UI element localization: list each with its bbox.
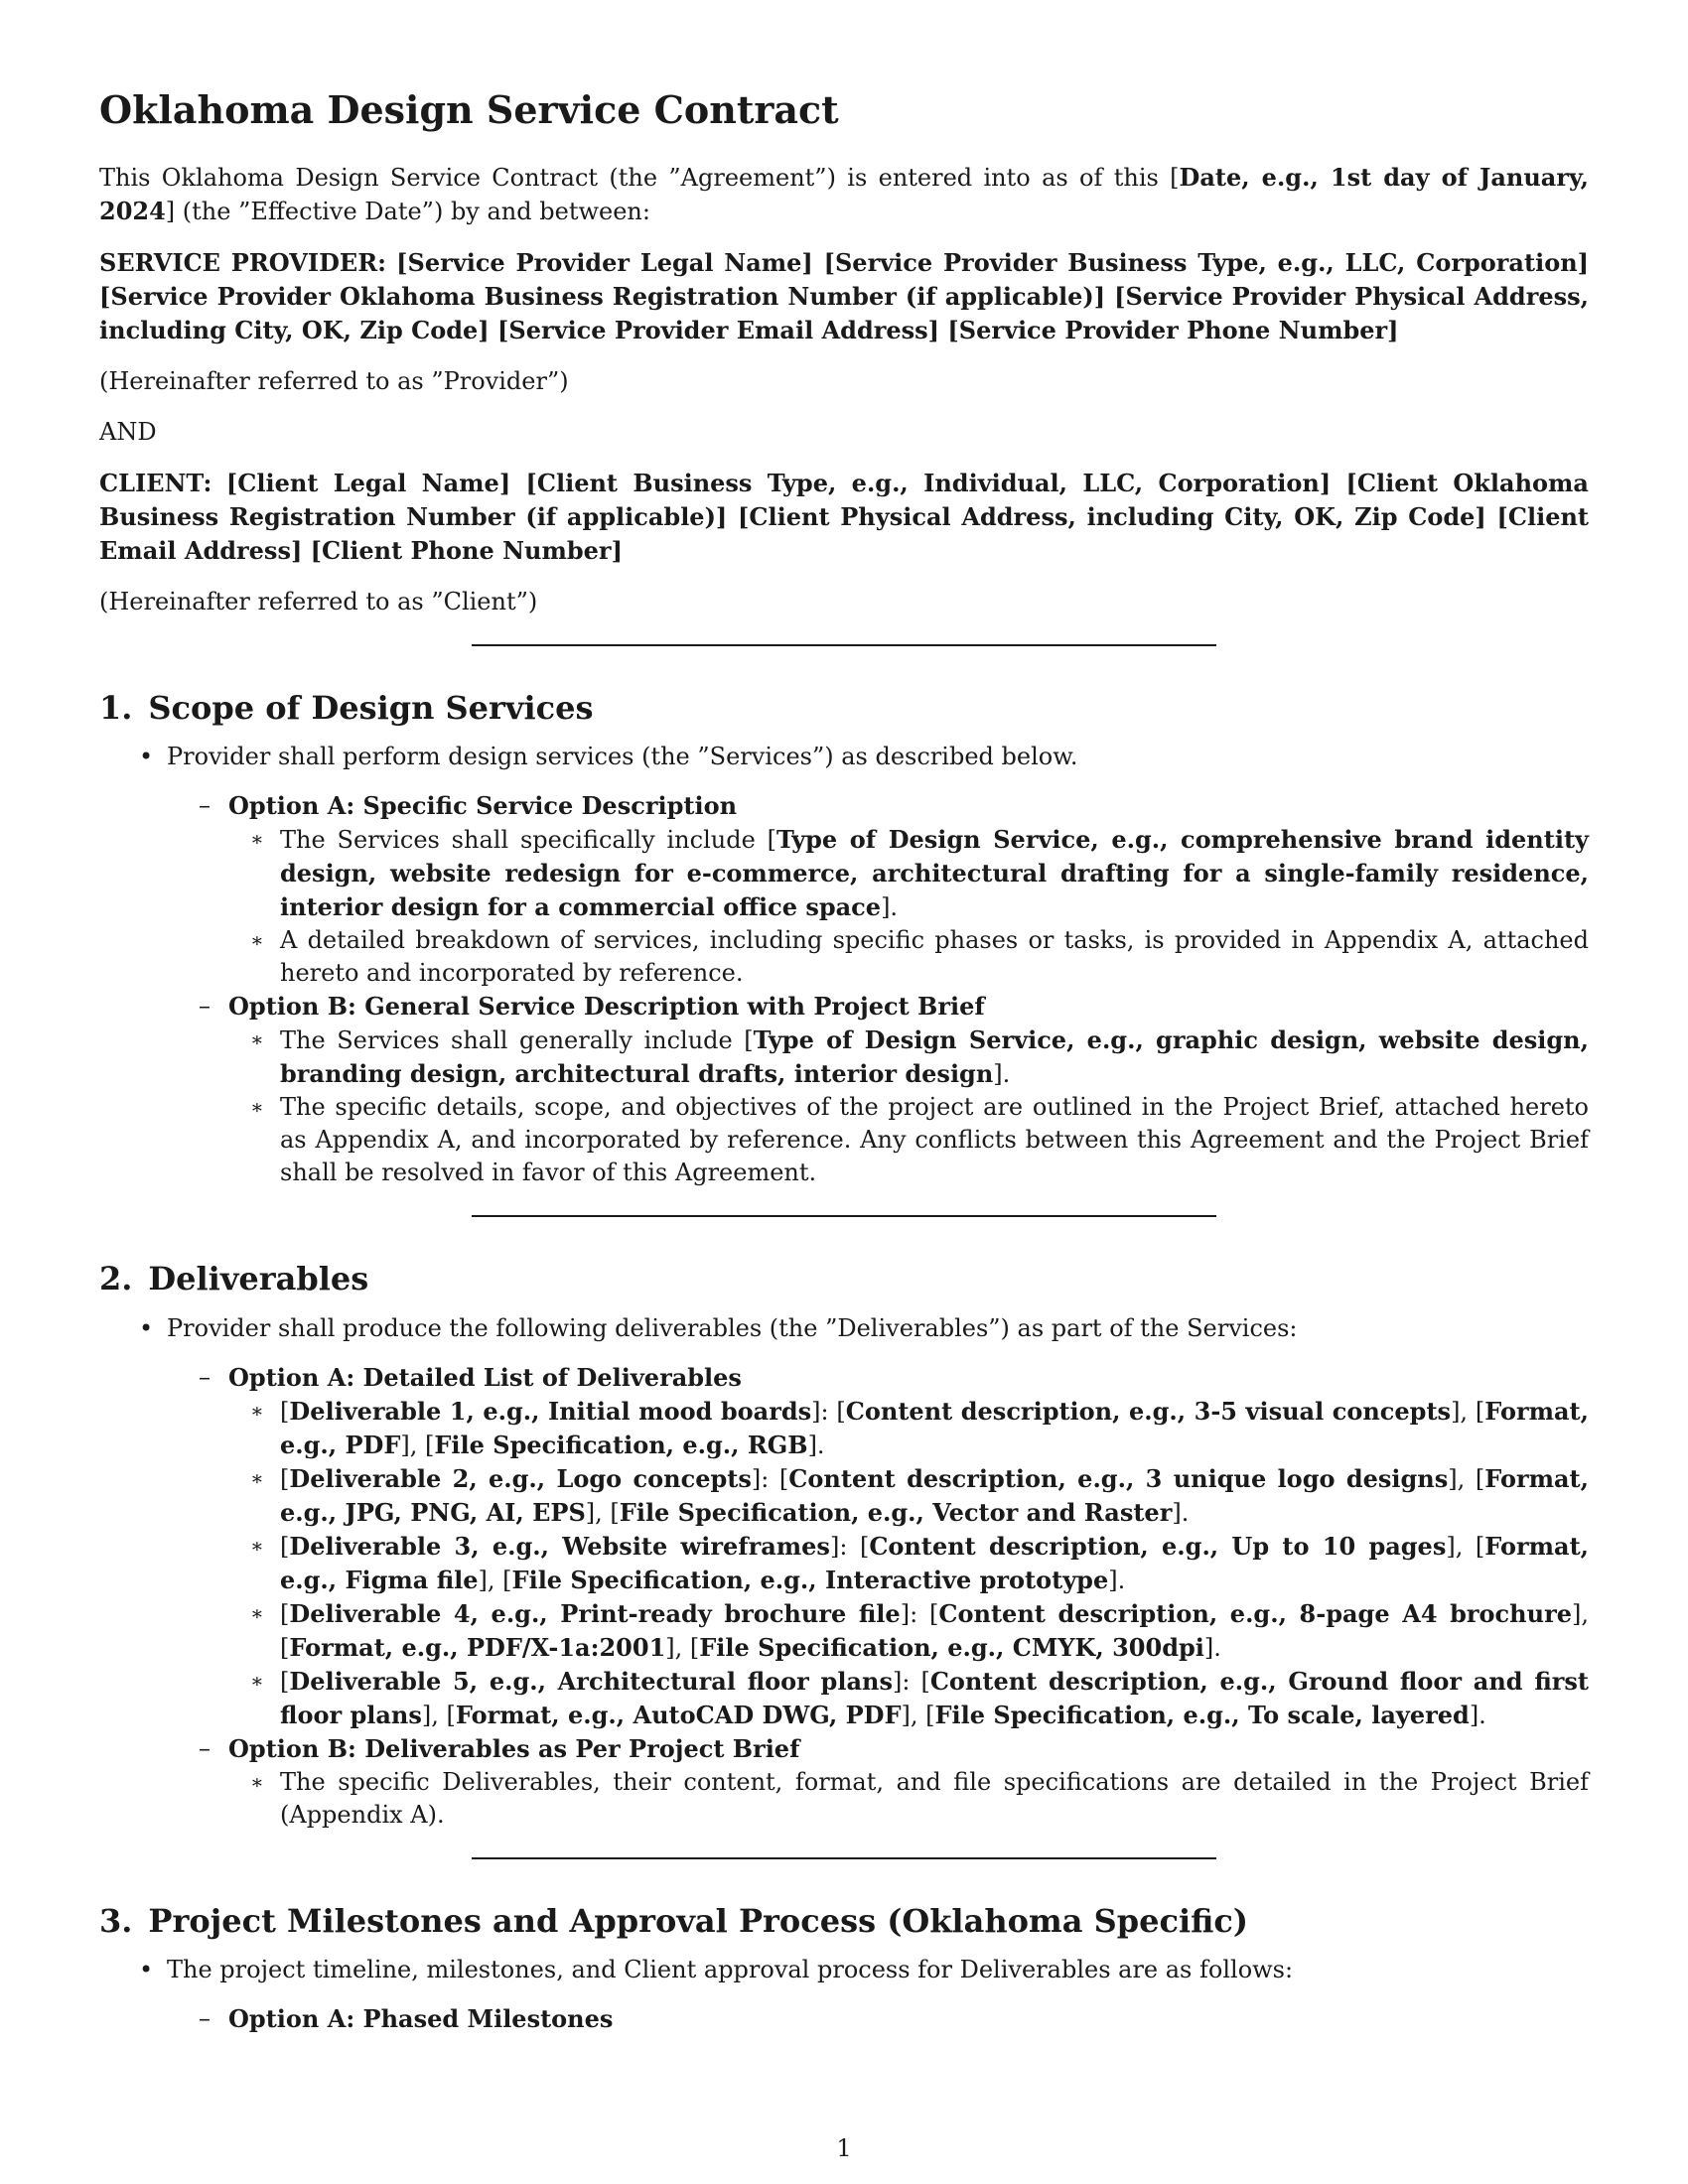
deliverable-item: ∗ [Deliverable 5, e.g., Architectural floor plans]: [Content description, e.g., Ground floor and first floor plans], [Format, e.g., AutoCAD DWG, PDF], [File Specification, e.g., To scale, layered]. <box>250 1666 1590 1729</box>
section-2-bullet: • Provider shall produce the following deliverables (the ”Deliverables”) as part of the Services: <box>99 1312 1589 1345</box>
provider-label: SERVICE PROVIDER: <box>99 247 387 277</box>
list-item: ∗ The Services shall specifically include [Type of Design Service, e.g., comprehensive brand identity design, website redesign for e-commerce, architectural drafting for a single-family residence, interior design for a commercial office space]. <box>250 825 1589 922</box>
section-divider <box>472 1857 1216 1859</box>
client-label: CLIENT: <box>99 468 212 497</box>
provider-hereinafter: (Hereinafter referred to as ”Provider”) <box>99 366 569 395</box>
contract-page <box>99 87 1589 2036</box>
client-block <box>99 467 1589 568</box>
effective-date-placeholder: Date, e.g., 1st day of January, 2024 <box>99 162 1589 225</box>
provider-block <box>99 246 1589 347</box>
deliverable-item: ∗ [Deliverable 1, e.g., Initial mood boards]: [Content description, e.g., 3-5 visual concepts], [Format, e.g., PDF], [File Specification, e.g., RGB]. <box>250 1396 1589 1459</box>
list-item: ∗ The specific details, scope, and objectives of the project are outlined in the Project Brief, attached hereto as Appendix A, and incorporated by reference. Any conflicts between this Agreement and the Project Brief shall be resolved in favor of this Agreement. <box>250 1093 1589 1187</box>
list-item: ∗ A detailed breakdown of services, including specific phases or tasks, is provided in Appendix A, attached hereto and incorporated by reference. <box>250 926 1589 988</box>
section-1-heading: 1. Scope of Design Services <box>99 688 594 727</box>
section-1-bullet: • Provider shall perform design services (the ”Services”) as described below. <box>99 741 1589 773</box>
section-3-bullet: • The project timeline, milestones, and Client approval process for Deliverables are as follows: <box>99 1954 1589 1986</box>
deliverable-item: ∗ [Deliverable 3, e.g., Website wireframes]: [Content description, e.g., Up to 10 pages], [Format, e.g., Figma file], [File Specification, e.g., Interactive prototype]. <box>250 1531 1590 1594</box>
document-title: Oklahoma Design Service Contract <box>99 87 839 132</box>
list-item: ∗ The specific Deliverables, their content, format, and file specifications are detailed in the Project Brief (Appendix A). <box>250 1767 1589 1829</box>
provider-fields: [Service Provider Legal Name] [Service Provider Business Type, e.g., LLC, Corporation] [Service Provider Oklahoma Business Registration Number (if applicable)] [Service Provider Physical Address, including City, OK, Zip Code] [Service Provider Email Address] [Service Provider Phone Number] <box>99 247 1589 344</box>
section-2-option-b: – Option B: Deliverables as Per Project Brief <box>199 1733 800 1763</box>
section-1-option-b: – Option B: General Service Description with Project Brief <box>199 992 985 1022</box>
section-divider <box>472 1215 1216 1217</box>
deliverable-item: ∗ [Deliverable 2, e.g., Logo concepts]: [Content description, e.g., 3 unique logo designs], [Format, e.g., JPG, PNG, AI, EPS], [File Specification, e.g., Vector and Raster]. <box>250 1463 1589 1527</box>
deliverable-item: ∗ [Deliverable 4, e.g., Print-ready brochure file]: [Content description, e.g., 8-page A4 brochure], [Format, e.g., PDF/X-1a:2001], [File Specification, e.g., CMYK, 300dpi]. <box>250 1598 1589 1662</box>
section-2-option-a: – Option A: Detailed List of Deliverables <box>199 1362 742 1392</box>
section-3-heading: 3. Project Milestones and Approval Process (Oklahoma Specific) <box>99 1901 1249 1940</box>
section-3-option-a: – Option A: Phased Milestones <box>199 2004 614 2034</box>
section-2-heading: 2. Deliverables <box>99 1260 369 1298</box>
list-item: ∗ The Services shall generally include [Type of Design Service, e.g., graphic design, website design, branding design, architectural drafts, interior design]. <box>250 1025 1589 1089</box>
section-1-option-a: – Option A: Specific Service Description <box>199 791 738 821</box>
and-text: AND <box>99 417 157 446</box>
intro-paragraph: This Oklahoma Design Service Contract (the ”Agreement”) is entered into as of this [Date, e.g., 1st day of January, 2024] (the ”Effective Date”) by and between: <box>99 162 1589 225</box>
client-hereinafter: (Hereinafter referred to as ”Client”) <box>99 587 538 615</box>
client-fields: [Client Legal Name] [Client Business Type, e.g., Individual, LLC, Corporation] [Client Oklahoma Business Registration Number (if applicable)] [Client Physical Address, including City, OK, Zip Code] [Client Email Address] [Client Phone Number] <box>99 468 1589 565</box>
section-divider <box>472 644 1216 646</box>
page-number: 1 <box>836 2134 852 2162</box>
